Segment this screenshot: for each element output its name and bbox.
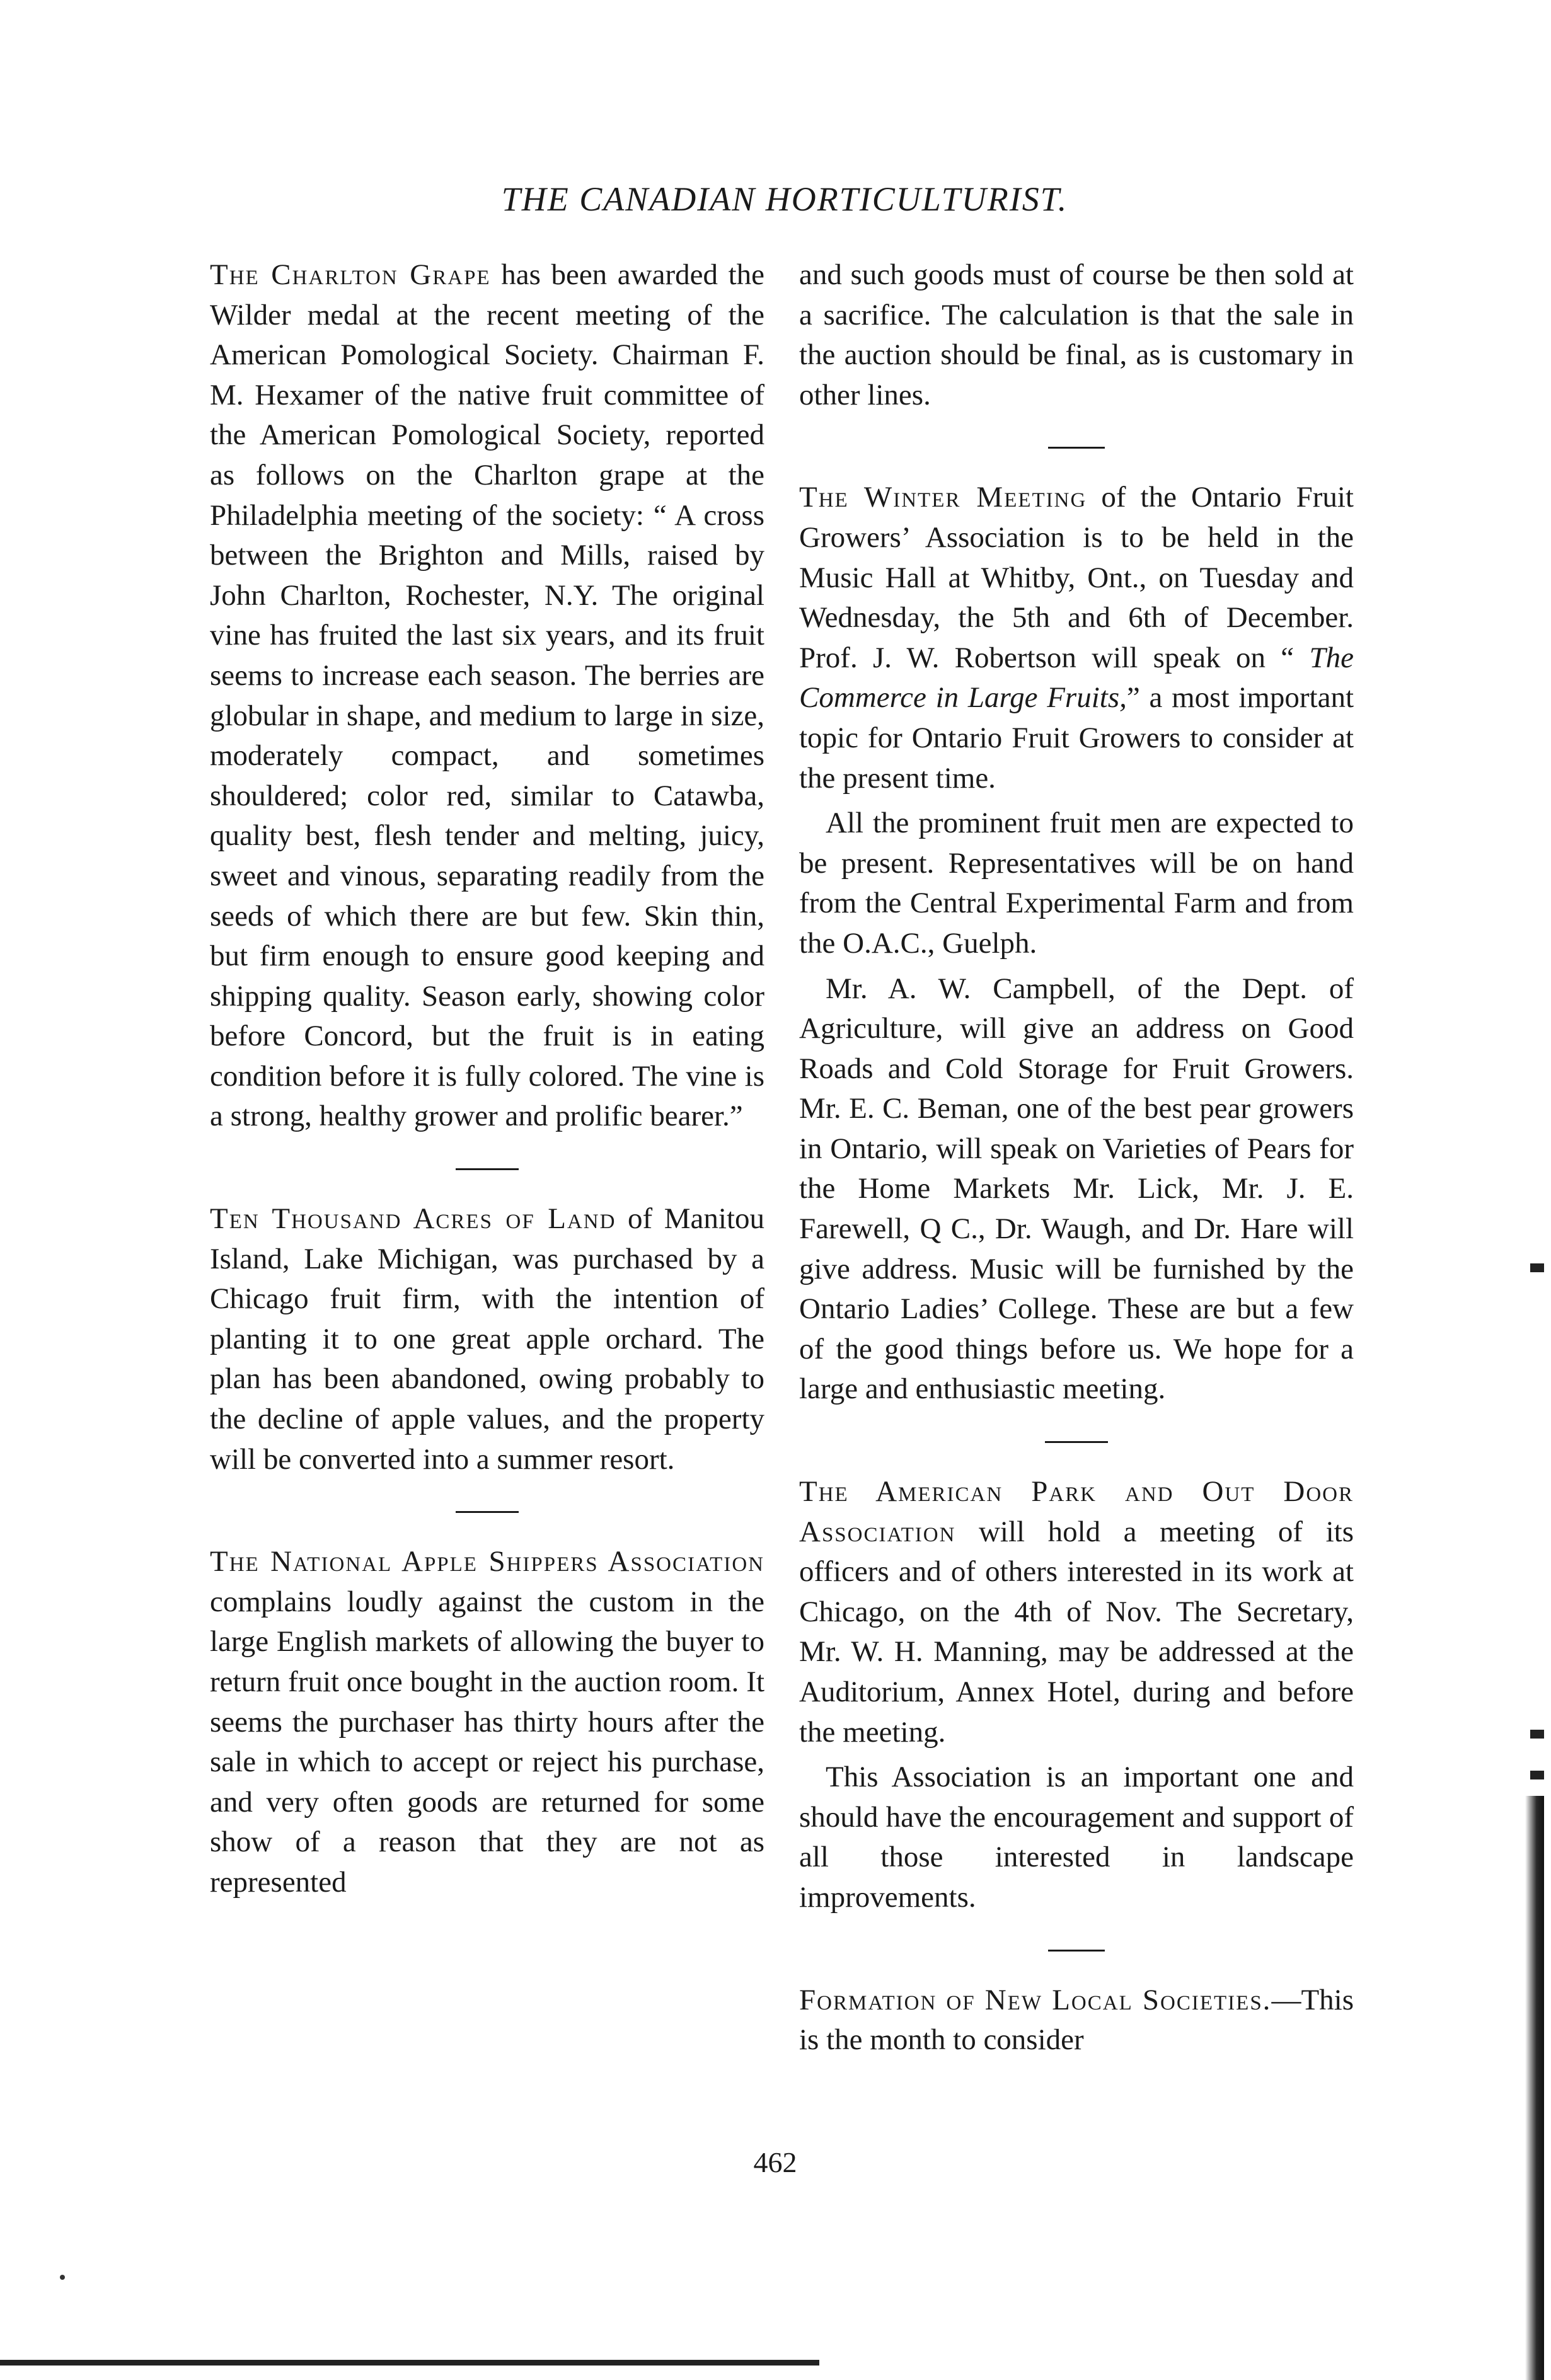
scan-edge-mark: [1530, 1263, 1544, 1272]
section-divider: [1048, 1950, 1105, 1952]
section-divider: [456, 1168, 519, 1170]
article-winter-meeting: [799, 478, 1354, 798]
scan-right-edge: [1525, 1796, 1544, 2380]
article-text: complains loudly against the custom in the large English markets of allowing the buyer to return fruit once bought in the auction room. It seems the purchaser has thirty hours after the sale in which to accept or reject his purchase, and very often goods are returned for some show of a reason that they are not as represented: [210, 1585, 764, 1899]
article-local-societies: [799, 1980, 1354, 2061]
page-number: 462: [753, 2146, 797, 2178]
article-apple-shippers: [210, 1542, 764, 1902]
article-paragraph: This Association is an important one and should have the encouragement and support of all those interested in landscape improvements.: [799, 1761, 1354, 1914]
article-text: will hold a meeting of its officers and of others interested in its work at Chicago, on the 4th of Nov. The Secretary, Mr. W. H. Manning, may be addressed at the Auditorium, Annex Hotel, during and before the meeting.: [799, 1515, 1354, 1749]
article-lead: The American Park and Out Door Association: [799, 1475, 1354, 1548]
article-lead: The Charlton Grape: [210, 258, 491, 291]
left-column: [210, 255, 764, 1908]
article-text: of the Ontario Fruit Growers’ Association is to be held in the Music Hall at Whitby, Ont., on Tuesday and Wednesday, the 5th and 6th of December. Prof. J. W. Robertson will speak on “: [799, 481, 1354, 674]
running-title: THE CANADIAN HORTICULTURIST.: [501, 180, 1068, 218]
section-divider: [456, 1511, 519, 1513]
article-charlton-grape: [210, 255, 764, 1137]
article-manitou-island: [210, 1199, 764, 1480]
article-paragraph: Mr. A. W. Campbell, of the Dept. of Agriculture, will give an address on Good Roads and Cold Storage for Fruit Growers. Mr. E. C. Beman, one of the best pear growers in Ontario, will speak on Varieties of Pears for the Home Markets Mr. Lick, Mr. J. E. Farewell, Q C., Dr. Waugh, and Dr. Hare will give address. Music will be furnished by the Ontario Ladies’ College. These are but a few of the good things before us. We hope for a large and enthusiastic meeting.: [799, 972, 1354, 1406]
section-divider: [1048, 447, 1105, 449]
article-paragraph: All the prominent fruit men are expected to be present. Representatives will be on hand from the Central Experimental Farm and from the O.A.C., Guelph.: [799, 807, 1354, 960]
scan-speck: [60, 2275, 65, 2280]
scan-edge-mark: [1530, 1771, 1544, 1779]
article-text: ” a most important topic for Ontario Fruit Growers to consider at the present time.: [799, 681, 1354, 795]
article-lead: Ten Thousand Acres of Land: [210, 1202, 616, 1236]
right-column: [799, 255, 1354, 2066]
article-text: —This is the month to consider: [799, 1983, 1354, 2057]
article-text: has been awarded the Wilder medal at the recent meeting of the American Pomological Society. Chairman F. M. Hexamer of the native fruit committee of the American Pomological Society, reported as follows on the Charlton grape at the Philadelphia meeting of the society: “ A cross between the Brighton and Mills, raised by John Charlton, Rochester, N.Y. The original vine has fruited the last six years, and its fruit seems to increase each season. The berries are globular in shape, and medium to large in size, moderately compact, and sometimes shouldered; color red, similar to Catawba, quality best, flesh tender and melting, juicy, sweet and vinous, separating readily from the seeds of which there are but few. Skin thin, but firm enough to ensure good keeping and shipping quality. Season early, showing color before Concord, but the fruit is in eating condition before it is fully colored. The vine is a strong, healthy grower and prolific bearer.”: [210, 258, 764, 1133]
scan-edge-mark: [1530, 1730, 1544, 1739]
scan-bottom-edge: [0, 2360, 819, 2366]
article-lead: The National Apple Shippers Association: [210, 1545, 764, 1578]
talk-title: The Commerce in Large Fruits,: [799, 641, 1354, 715]
article-lead: The Winter Meeting: [799, 481, 1087, 514]
section-divider: [1045, 1441, 1108, 1443]
article-text: of Manitou Island, Lake Michigan, was purchased by a Chicago fruit firm, with the intention of planting it to one great apple orchard. The plan has been abandoned, owing probably to the decline of apple values, and the property will be converted into a summer resort.: [210, 1202, 765, 1476]
article-continuation: and such goods must of course be then sold at a sacrifice. The calculation is that the sale in the auction should be final, as is customary in other lines.: [799, 258, 1354, 411]
article-lead: Formation of New Local Societies.: [799, 1983, 1272, 2016]
article-park-association: [799, 1472, 1354, 1752]
